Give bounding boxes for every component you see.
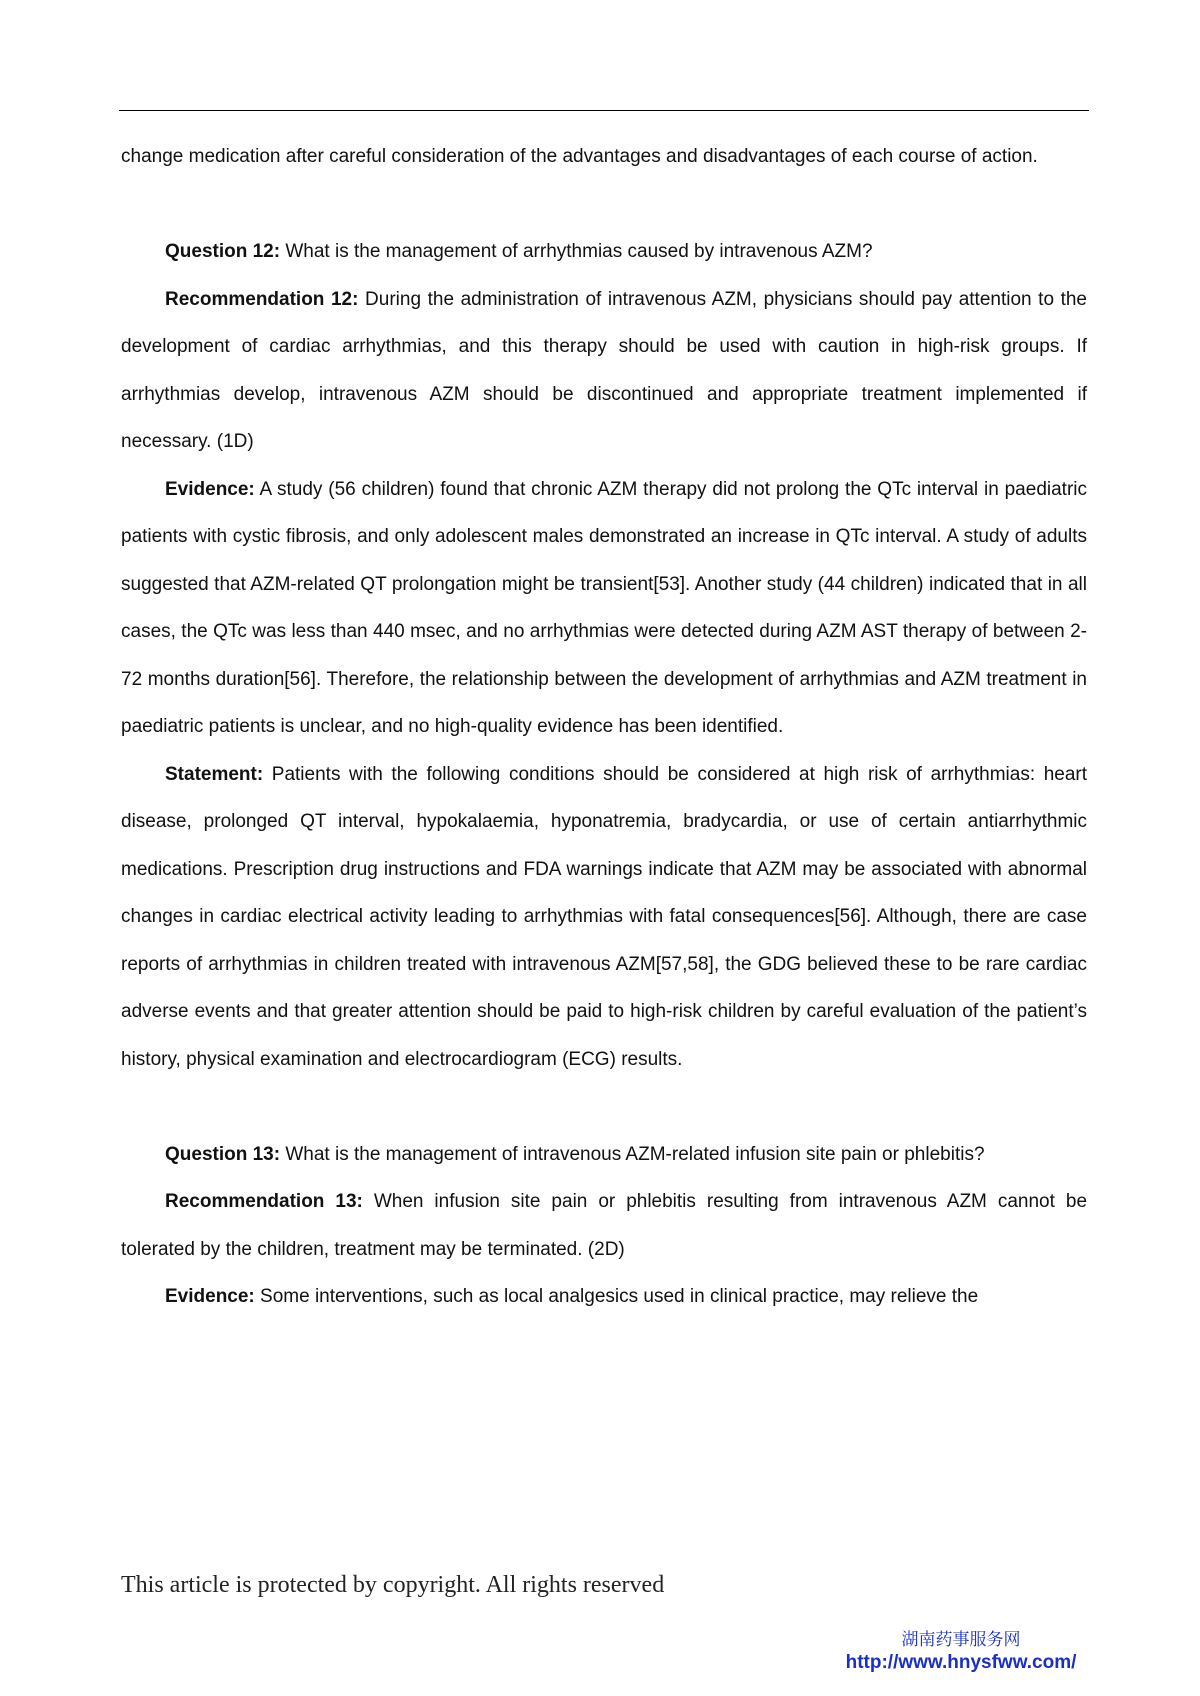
evidence-label: Evidence: [165,1286,255,1307]
question-13 [121,1131,1087,1179]
question-label: Question 13: [165,1143,281,1165]
statement-text: Patients with the following conditions should be considered at high risk of arrhythmias: heart disease, prolonged QT interval, hypokalaemia, hyponatremia, bradycardia, or use of certain antiarrhythmic medications. Prescription drug instructions and FDA warnings indicate that AZM may be associated with abnormal changes in cardiac electrical activity leading to arrhythmias with fatal consequences[56]. Although, there are case reports of arrhythmias in children treated with intravenous AZM[57,58], the GDG believed these to be rare cardiac adverse events and that greater attention should be paid to high-risk children by careful evaluation of the patient’s history, physical examination and electrocardiogram (ECG) results. [121,763,1087,1070]
paragraph-continuation [121,133,1087,181]
evidence-text: Some interventions, such as local analgesics used in clinical practice, may relieve the [254,1286,979,1307]
paragraph-text: change medication after careful consideration of the advantages and disadvantages of each course of action. [121,146,1038,167]
recommendation-label: Recommendation 12: [165,288,359,310]
watermark-site-name: 湖南药事服务网 [901,1630,1021,1650]
evidence-text: A study (56 children) found that chronic AZM therapy did not prolong the QTc interval in paediatric patients with cystic fibrosis, and only adolescent males demonstrated an increase in QTc interval. A study of adults suggested that AZM-related QT prolongation might be transient[53]. Another study (44 children) indicated that in all cases, the QTc was less than 440 msec, and no arrhythmias were detected during AZM AST therapy of between 2-72 months duration[56]. Therefore, the relationship between the development of arrhythmias and AZM treatment in paediatric patients is unclear, and no high-quality evidence has been identified. [121,478,1087,737]
statement-12 [121,751,1087,1084]
evidence-12 [121,466,1087,751]
body-text [121,133,1087,1321]
question-12 [121,228,1087,276]
question-text: What is the management of intravenous AZM-related infusion site pain or phlebitis? [280,1143,985,1165]
evidence-label: Evidence: [165,478,255,500]
recommendation-13 [121,1178,1087,1273]
statement-label: Statement: [165,763,264,785]
copyright-notice: This article is protected by copyright. All rights reserved [121,1572,665,1598]
recommendation-12 [121,276,1087,466]
recommendation-text: When infusion site pain or phlebitis resulting from intravenous AZM cannot be tolerated by the children, treatment may be terminated. (2D) [121,1191,1088,1260]
evidence-13 [121,1273,1087,1321]
watermark [830,1629,1092,1674]
recommendation-label: Recommendation 13: [165,1191,363,1212]
header-rule [119,110,1089,111]
question-label: Question 12: [165,241,281,262]
watermark-url: http://www.hnysfww.com/ [845,1652,1077,1673]
question-text: What is the management of arrhythmias caused by intravenous AZM? [280,241,873,262]
recommendation-text: During the administration of intravenous AZM, physicians should pay attention to the development of cardiac arrhythmias, and this therapy should be used with caution in high-risk groups. If arrhythmias develop, intravenous AZM should be discontinued and appropriate treatment implemented if necessary. (1D) [121,288,1088,452]
